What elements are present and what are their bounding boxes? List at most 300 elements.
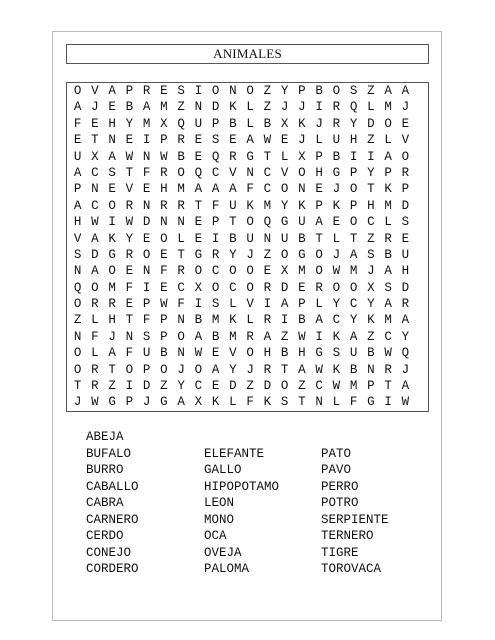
grid-cell: F [177, 297, 185, 312]
grid-cell: H [298, 346, 306, 361]
word-list-item: SERPIENTE [321, 512, 389, 527]
grid-cell: I [280, 313, 289, 328]
grid-cell: E [125, 133, 134, 148]
grid-cell: S [332, 346, 341, 361]
grid-cell: W [401, 395, 410, 410]
word-list-item: BUFALO [86, 446, 132, 461]
grid-cell: Z [367, 329, 375, 344]
word-list-item: ABEJA [86, 430, 124, 444]
grid-cell: C [349, 297, 358, 312]
grid-cell: O [108, 264, 116, 279]
grid-cell: O [91, 280, 99, 295]
grid-cell: O [315, 247, 323, 262]
grid-cell: I [142, 280, 151, 295]
grid-cell: N [177, 313, 185, 328]
grid-cell: W [125, 215, 134, 230]
word-list-item: CERDO [86, 529, 124, 543]
grid-cell: F [73, 116, 82, 131]
grid-cell: H [349, 133, 358, 148]
grid-cell: B [367, 346, 375, 361]
grid-cell: M [160, 100, 168, 115]
grid-cell: P [298, 84, 306, 98]
word-list-item: TOROVACA [321, 562, 382, 576]
grid-cell: B [263, 116, 272, 131]
word-list-item: PATO [321, 446, 352, 461]
grid-cell: B [160, 346, 168, 361]
grid-cell: K [229, 313, 237, 328]
grid-cell: L [246, 116, 254, 131]
grid-cell: P [160, 329, 168, 344]
grid-cell: Y [367, 297, 375, 312]
grid-cell: I [125, 379, 134, 394]
grid-cell: K [263, 395, 272, 410]
grid-cell: O [177, 329, 185, 344]
grid-cell: Z [263, 100, 272, 115]
grid-cell: C [384, 329, 392, 344]
grid-cell: M [384, 313, 392, 328]
grid-cell: R [177, 133, 185, 148]
word-list-item: BURRO [86, 463, 124, 477]
grid-cell: T [177, 247, 185, 262]
grid-cell: M [263, 198, 272, 213]
grid-cell: N [160, 215, 168, 230]
grid-cell: N [263, 231, 272, 246]
grid-cell: T [194, 198, 203, 213]
grid-cell: P [160, 133, 168, 148]
grid-cell: B [315, 84, 323, 98]
grid-cell: D [142, 215, 151, 230]
grid-row [69, 345, 414, 361]
grid-cell: N [73, 264, 82, 279]
word-list-item: PALOMA [204, 562, 250, 576]
grid-cell: G [280, 215, 289, 230]
grid-cell: D [229, 379, 237, 394]
grid-cell: R [401, 165, 410, 180]
grid-cell: C [194, 379, 203, 394]
grid-cell: C [177, 280, 185, 295]
grid-cell: O [211, 84, 220, 98]
grid-cell: N [298, 182, 306, 197]
grid-cell: Z [73, 313, 82, 328]
grid-cell: M [298, 264, 306, 279]
word-list-item: GALLO [204, 463, 242, 477]
grid-cell: D [142, 379, 151, 394]
grid-cell: J [177, 362, 185, 377]
grid-cell: G [246, 149, 254, 164]
grid-cell: Y [401, 329, 410, 344]
grid-cell: Y [349, 116, 358, 131]
grid-cell: G [298, 247, 306, 262]
grid-cell: K [332, 362, 341, 377]
word-list-item: CARNERO [86, 512, 139, 527]
grid-cell: X [280, 264, 289, 279]
grid-cell: A [194, 182, 203, 197]
grid-cell: W [125, 149, 134, 164]
grid-cell: O [384, 116, 392, 131]
grid-cell: Y [280, 84, 289, 98]
grid-cell: O [73, 297, 82, 312]
word-list-item: OVEJA [204, 545, 242, 560]
grid-cell: J [401, 100, 410, 115]
grid-cell: N [125, 329, 134, 344]
grid-row [69, 247, 414, 263]
grid-cell: M [177, 182, 185, 197]
grid-cell: R [211, 247, 220, 262]
word-list-item: CORDERO [86, 562, 139, 576]
grid-cell: M [349, 264, 358, 279]
grid-cell: P [401, 182, 410, 197]
grid-cell: L [91, 346, 99, 361]
grid-cell: F [160, 264, 168, 279]
grid-cell: J [108, 329, 116, 344]
grid-cell: J [298, 100, 306, 115]
grid-cell: E [211, 346, 220, 361]
grid-cell: X [91, 149, 99, 164]
grid-cell: C [367, 215, 375, 230]
letter-grid-rows [69, 83, 414, 411]
grid-cell: D [91, 247, 99, 262]
grid-cell: A [298, 362, 306, 377]
grid-cell: Y [280, 198, 289, 213]
grid-cell: N [142, 198, 151, 213]
word-column-2 [204, 446, 279, 578]
grid-cell: D [280, 280, 289, 295]
grid-cell: G [367, 395, 375, 410]
grid-cell: A [108, 346, 116, 361]
grid-cell: R [384, 362, 392, 377]
grid-cell: Z [246, 379, 254, 394]
grid-cell: T [280, 362, 289, 377]
grid-cell: A [73, 100, 82, 115]
grid-cell: T [108, 362, 116, 377]
grid-cell: L [384, 215, 392, 230]
grid-cell: T [367, 182, 375, 197]
grid-cell: V [280, 165, 289, 180]
grid-cell: A [384, 264, 392, 279]
grid-cell: B [349, 362, 358, 377]
grid-cell: A [263, 329, 272, 344]
grid-cell: A [229, 182, 237, 197]
grid-cell: Z [280, 329, 289, 344]
grid-cell: G [108, 395, 116, 410]
grid-cell: O [194, 264, 203, 279]
grid-cell: O [160, 231, 168, 246]
grid-cell: A [349, 247, 358, 262]
grid-cell: J [142, 395, 151, 410]
grid-cell: S [142, 329, 151, 344]
grid-cell: N [177, 346, 185, 361]
grid-cell: O [246, 264, 254, 279]
grid-cell: Y [367, 165, 375, 180]
grid-cell: I [315, 100, 323, 115]
grid-cell: N [315, 395, 323, 410]
grid-cell: A [73, 198, 82, 213]
grid-cell: V [229, 165, 237, 180]
grid-cell: F [349, 395, 358, 410]
grid-cell: R [142, 84, 151, 98]
grid-row [69, 280, 414, 296]
grid-cell: E [160, 280, 168, 295]
grid-cell: N [246, 165, 254, 180]
grid-cell: A [211, 362, 220, 377]
grid-cell: Q [194, 165, 203, 180]
grid-cell: A [91, 264, 99, 279]
grid-cell: A [315, 215, 323, 230]
grid-cell: N [108, 133, 116, 148]
grid-cell: P [142, 297, 151, 312]
grid-cell: L [332, 231, 341, 246]
grid-cell: Z [108, 379, 116, 394]
grid-cell: I [194, 84, 203, 98]
grid-cell: R [263, 313, 272, 328]
grid-cell: K [332, 329, 341, 344]
grid-cell: J [315, 116, 323, 131]
grid-cell: E [125, 297, 134, 312]
grid-cell: Z [367, 84, 375, 98]
grid-cell: A [73, 165, 82, 180]
grid-cell: J [401, 362, 410, 377]
grid-cell: E [194, 133, 203, 148]
grid-cell: O [73, 362, 82, 377]
grid-cell: H [108, 313, 116, 328]
grid-cell: U [246, 231, 254, 246]
grid-cell: S [211, 133, 220, 148]
grid-row [69, 165, 414, 181]
word-list-item: OCA [204, 529, 227, 543]
grid-cell: E [298, 280, 306, 295]
grid-cell: L [384, 133, 392, 148]
grid-cell: R [263, 362, 272, 377]
grid-cell: S [401, 215, 410, 230]
grid-row [69, 214, 414, 230]
grid-cell: E [211, 379, 220, 394]
grid-cell: I [384, 395, 392, 410]
grid-cell: O [280, 182, 289, 197]
grid-cell: V [229, 346, 237, 361]
grid-cell: K [367, 313, 375, 328]
grid-cell: E [229, 133, 237, 148]
grid-cell: S [177, 84, 185, 98]
grid-cell: O [142, 247, 151, 262]
word-list-item: TERNERO [321, 529, 374, 543]
grid-cell: E [108, 100, 116, 115]
word-list-item: ELEFANTE [204, 446, 265, 461]
grid-cell: P [211, 215, 220, 230]
grid-cell: E [401, 116, 410, 131]
grid-cell: A [401, 379, 410, 394]
grid-cell: O [349, 182, 358, 197]
grid-cell: F [246, 182, 254, 197]
grid-cell: K [298, 116, 306, 131]
grid-cell: O [246, 84, 254, 98]
grid-cell: H [160, 182, 168, 197]
grid-cell: M [349, 379, 358, 394]
grid-cell: O [280, 247, 289, 262]
grid-cell: P [384, 165, 392, 180]
grid-cell: B [177, 149, 185, 164]
grid-cell: R [91, 297, 99, 312]
grid-cell: S [280, 395, 289, 410]
grid-row [69, 99, 414, 115]
grid-cell: Z [367, 133, 375, 148]
grid-cell: O [73, 84, 82, 98]
grid-cell: B [211, 329, 220, 344]
grid-cell: I [263, 297, 272, 312]
grid-cell: O [246, 280, 254, 295]
grid-cell: U [142, 346, 151, 361]
word-column-3 [321, 446, 389, 578]
grid-cell: J [367, 264, 375, 279]
grid-row [69, 181, 414, 197]
grid-cell: K [384, 182, 392, 197]
grid-cell: T [384, 379, 392, 394]
grid-cell: D [263, 379, 272, 394]
grid-cell: V [73, 231, 82, 246]
grid-cell: C [263, 182, 272, 197]
grid-row [69, 378, 414, 394]
grid-cell: C [229, 280, 237, 295]
grid-cell: A [142, 100, 151, 115]
grid-cell: J [246, 247, 254, 262]
grid-cell: O [315, 264, 323, 279]
grid-cell: G [194, 247, 203, 262]
grid-cell: B [332, 149, 341, 164]
grid-cell: L [91, 313, 99, 328]
grid-cell: X [160, 116, 168, 131]
grid-cell: R [177, 264, 185, 279]
grid-cell: I [349, 149, 358, 164]
grid-cell: A [349, 329, 358, 344]
grid-cell: D [401, 198, 410, 213]
grid-cell: M [229, 329, 237, 344]
grid-cell: Q [211, 149, 220, 164]
grid-cell: F [142, 313, 151, 328]
grid-cell: E [194, 215, 203, 230]
grid-cell: W [263, 133, 272, 148]
grid-cell: Y [229, 362, 237, 377]
grid-row [69, 132, 414, 148]
grid-cell: Y [229, 247, 237, 262]
word-list-item: PAVO [321, 463, 352, 477]
grid-cell: B [280, 346, 289, 361]
grid-cell: Y [349, 313, 358, 328]
grid-cell: P [160, 313, 168, 328]
grid-cell: S [73, 247, 82, 262]
grid-cell: U [73, 149, 82, 164]
grid-row [69, 263, 414, 279]
grid-cell: B [194, 313, 203, 328]
grid-cell: X [194, 395, 203, 410]
grid-cell: L [315, 297, 323, 312]
grid-cell: D [401, 280, 410, 295]
grid-cell: Z [298, 379, 306, 394]
grid-cell: P [125, 84, 134, 98]
grid-cell: X [367, 280, 375, 295]
grid-cell: J [298, 133, 306, 148]
grid-cell: B [229, 116, 237, 131]
grid-cell: O [246, 346, 254, 361]
grid-cell: E [332, 215, 341, 230]
grid-cell: Q [177, 116, 185, 131]
grid-cell: T [125, 313, 134, 328]
grid-cell: E [142, 231, 151, 246]
grid-cell: W [332, 379, 341, 394]
grid-cell: N [194, 100, 203, 115]
grid-cell: R [177, 198, 185, 213]
grid-cell: E [401, 231, 410, 246]
grid-cell: B [298, 231, 306, 246]
grid-cell: E [125, 264, 134, 279]
grid-cell: N [142, 149, 151, 164]
grid-cell: A [177, 395, 185, 410]
word-list-item: PERRO [321, 479, 359, 494]
grid-cell: O [125, 362, 134, 377]
grid-cell: I [194, 297, 203, 312]
word-list-item: CABALLO [86, 479, 139, 494]
grid-cell: A [280, 297, 289, 312]
grid-cell: Z [367, 231, 375, 246]
grid-cell: K [108, 231, 116, 246]
grid-cell: B [384, 247, 392, 262]
grid-cell: K [246, 198, 254, 213]
grid-cell: P [349, 165, 358, 180]
grid-cell: O [298, 165, 306, 180]
grid-cell: J [332, 247, 341, 262]
grid-cell: U [280, 231, 289, 246]
grid-cell: T [263, 149, 272, 164]
grid-cell: U [401, 247, 410, 262]
grid-cell: O [349, 215, 358, 230]
grid-cell: W [315, 362, 323, 377]
grid-cell: M [384, 100, 392, 115]
word-column-1 [86, 429, 139, 578]
grid-cell: E [194, 149, 203, 164]
grid-cell: U [229, 198, 237, 213]
grid-cell: R [315, 280, 323, 295]
grid-row [69, 312, 414, 328]
grid-cell: O [246, 215, 254, 230]
grid-cell: O [211, 280, 220, 295]
grid-cell: L [332, 395, 341, 410]
grid-row [69, 83, 414, 99]
grid-cell: I [315, 329, 323, 344]
grid-cell: A [384, 149, 392, 164]
grid-cell: D [211, 100, 220, 115]
grid-cell: R [229, 149, 237, 164]
grid-cell: J [332, 182, 341, 197]
grid-cell: S [108, 165, 116, 180]
grid-cell: O [349, 280, 358, 295]
word-list-item: CONEJO [86, 545, 132, 560]
grid-cell: P [142, 362, 151, 377]
grid-cell: F [211, 198, 220, 213]
grid-cell: Q [349, 100, 358, 115]
grid-cell: R [108, 297, 116, 312]
grid-cell: E [91, 116, 99, 131]
grid-cell: U [349, 346, 358, 361]
grid-cell: R [332, 116, 341, 131]
grid-cell: C [263, 165, 272, 180]
grid-cell: Q [401, 346, 410, 361]
grid-cell: J [73, 395, 82, 410]
grid-cell: O [401, 149, 410, 164]
grid-cell: F [125, 346, 134, 361]
grid-cell: L [315, 133, 323, 148]
grid-cell: A [108, 84, 116, 98]
grid-cell: P [367, 379, 375, 394]
grid-cell: C [91, 198, 99, 213]
grid-cell: Q [73, 280, 82, 295]
